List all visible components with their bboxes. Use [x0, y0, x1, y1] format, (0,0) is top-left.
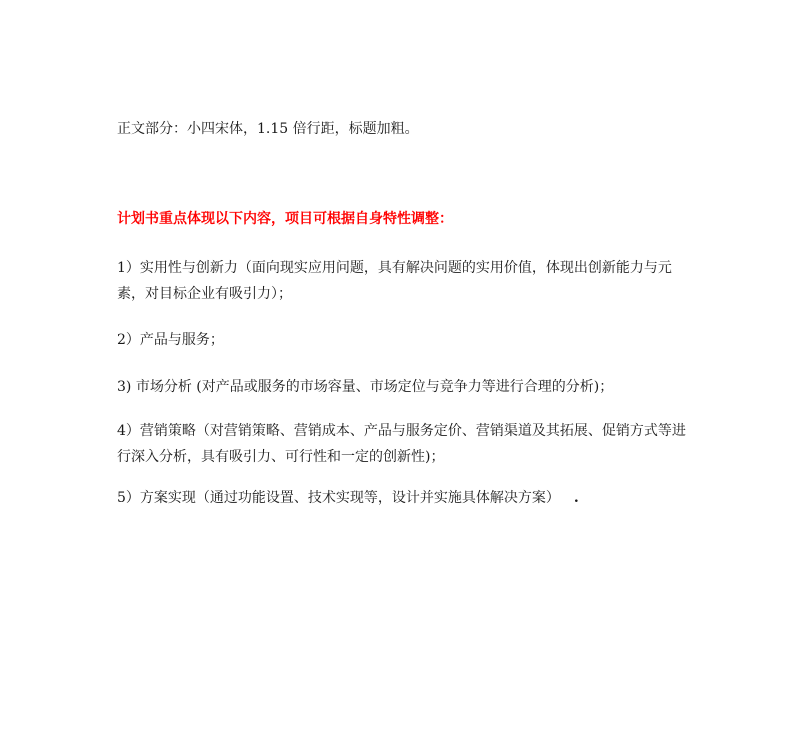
list-item-4: 4）营销策略（对营销策略、营销成本、产品与服务定价、营销渠道及其拓展、促销方式等进行深入分析，具有吸引力、可行性和一定的创新性)； — [117, 423, 686, 465]
body-format-note-text: 正文部分：小四宋体，1.15 倍行距，标题加粗。 — [117, 121, 419, 137]
list-item-5 — [117, 488, 687, 508]
list-item-3: 3) 市场分析 (对产品或服务的市场容量、市场定位与竞争力等进行合理的分析)； — [117, 379, 614, 395]
list-item-5-suffix: . — [573, 490, 579, 506]
list-item-2: 2）产品与服务； — [117, 332, 224, 348]
list-item-5-text: 5）方案实现（通过功能设置、技术实现等，设计并实施具体解决方案） — [117, 490, 560, 506]
body-format-note — [117, 119, 687, 139]
plan-heading: 计划书重点体现以下内容，项目可根据自身特性调整： — [117, 211, 453, 227]
list-item-1: 1）实用性与创新力（面向现实应用问题，具有解决问题的实用价值，体现出创新能力与元素，对目标企业有吸引力）； — [117, 260, 672, 302]
